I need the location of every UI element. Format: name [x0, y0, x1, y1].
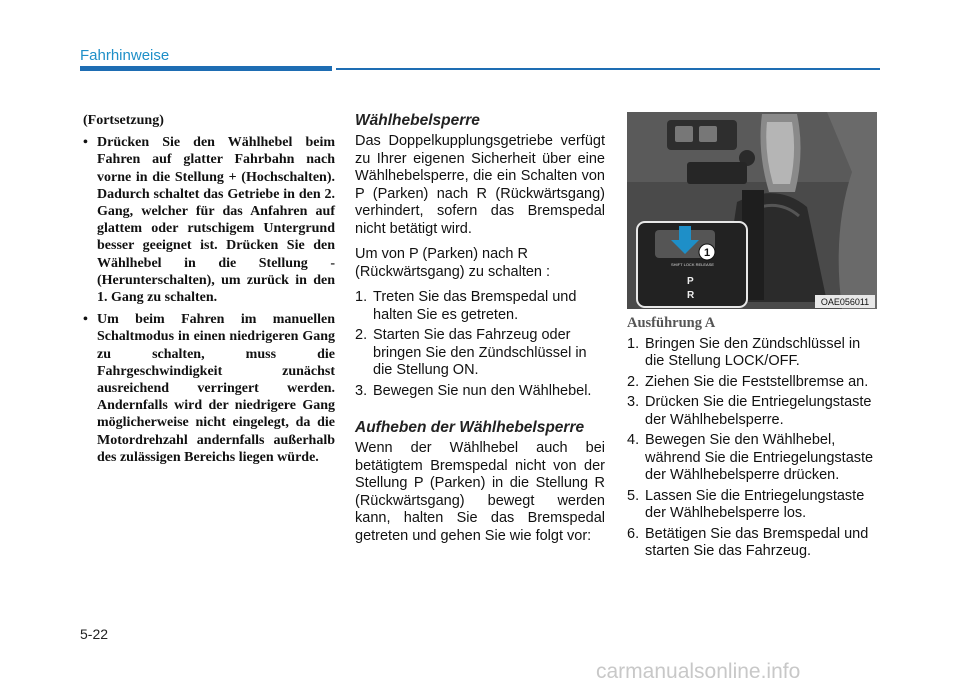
continuation-note: (Fortsetzung): [83, 113, 164, 128]
section-title: Fahrhinweise: [80, 47, 170, 64]
step-number: 1.: [355, 289, 368, 305]
step-text: Bewegen Sie den Wählhebel, während Sie die Entriegelungstaste der Wählhebelsperre drücken.: [645, 432, 874, 483]
step-text: Treten Sie das Bremspedal und halten Sie es getreten.: [373, 289, 577, 323]
right-column: [627, 112, 879, 564]
header-rule-thick: [80, 66, 332, 71]
step-number: 4.: [627, 432, 640, 448]
heading-release-shift-lock: Aufheben der Wählhebelsperre: [355, 419, 585, 436]
header-rule-thin: [336, 68, 880, 70]
steps-list: [355, 289, 605, 400]
bullet-item: [83, 311, 335, 466]
step-text: Drücken Sie die Entriegelungstaste der Wählhebelsperre.: [645, 394, 872, 428]
step-number: 5.: [627, 487, 640, 504]
step-text: Bringen Sie den Zündschlüssel in die Stellung LOCK/OFF.: [645, 335, 861, 369]
list-item: [355, 327, 605, 380]
list-item: [627, 488, 879, 523]
step-number: 1.: [627, 335, 640, 352]
list-item: [355, 383, 605, 401]
bullet-text: Um beim Fahren im manuellen Schaltmodus in einen niedrigeren Gang zu schalten, muss die Fahrgeschwindigkeit zunächst ausreichend verringert werden. Andernfalls wird der niedrigere Gang möglicherweise nicht eingelegt, da die Motordrehzahl andernfalls außerhalb des zulässigen Bereichs liegen würde.: [97, 312, 335, 465]
step-text: Starten Sie das Fahrzeug oder bringen Sie den Zündschlüssel in die Stellung ON.: [373, 327, 587, 378]
step-number: 2.: [627, 373, 640, 390]
page-number: 5-22: [80, 626, 109, 642]
shift-lever-illustration: [627, 112, 877, 309]
steps-list: [627, 336, 879, 561]
callout-number: 1: [703, 247, 711, 259]
left-column: [83, 112, 335, 471]
gear-label-p: P: [687, 276, 694, 287]
step-text: Betätigen Sie das Bremspedal und starten Sie das Fahrzeug.: [645, 525, 869, 559]
step-number: 3.: [355, 382, 368, 399]
list-item: [355, 289, 605, 324]
step-text: Bewegen Sie nun den Wählhebel.: [373, 382, 592, 399]
bullet-dot: •: [83, 135, 88, 151]
step-number: 3.: [627, 394, 640, 410]
list-item: [627, 374, 879, 392]
version-heading: Ausführung A: [627, 315, 716, 331]
list-item: [627, 432, 879, 485]
bullet-item: [83, 134, 335, 306]
middle-column: [355, 112, 605, 553]
gear-label-r: R: [687, 290, 695, 301]
step-number: 6.: [627, 525, 640, 542]
heading-shift-lock: Wählhebelsperre: [355, 112, 480, 129]
watermark: carmanualsonline.info: [596, 660, 801, 683]
step-number: 2.: [355, 327, 368, 343]
bullet-text: Drücken Sie den Wählhebel beim Fahren auf glatter Fahrbahn nach vorne in die Stellung + (Hochschalten). Dadurch schaltet das Getriebe in den 2. Gang, welcher für das Anfahren auf glattem oder rutschigem Untergrund besser geeignet ist. Drücken Sie den Wählhebel in die Stellung - (Herunterschalten), um zurück in den 1. Gang zu schalten.: [97, 135, 335, 306]
step-text: Lassen Sie die Entriegelungstaste der Wählhebelsperre los.: [645, 487, 865, 521]
paragraph: Das Doppelkupplungsgetriebe verfügt zu Ihrer eigenen Sicherheit über eine Wählhebelsperre, die ein Schalten von P (Parken) nach R (Rückwärtsgang) verhindert, sofern das Bremspedal nicht betätigt wird.: [355, 133, 605, 237]
list-item: [627, 336, 879, 371]
paragraph: Wenn der Wählhebel auch bei betätigtem Bremspedal nicht von der Stellung P (Parken) in die Stellung R (Rückwärtsgang) bewegt werden kann, halten Sie das Bremspedal getreten und gehen Sie wie folgt vor:: [355, 440, 605, 544]
paragraph: Um von P (Parken) nach R (Rückwärtsgang) zu schalten :: [355, 246, 551, 280]
list-item: [627, 394, 879, 429]
release-label: SHIFT LOCK RELEASE: [671, 262, 715, 267]
figure-code: OAE056011: [820, 297, 870, 307]
bullet-dot: •: [83, 312, 88, 328]
step-text: Ziehen Sie die Feststellbremse an.: [645, 373, 869, 390]
list-item: [627, 526, 879, 561]
shift-lever-photo: [627, 112, 877, 309]
